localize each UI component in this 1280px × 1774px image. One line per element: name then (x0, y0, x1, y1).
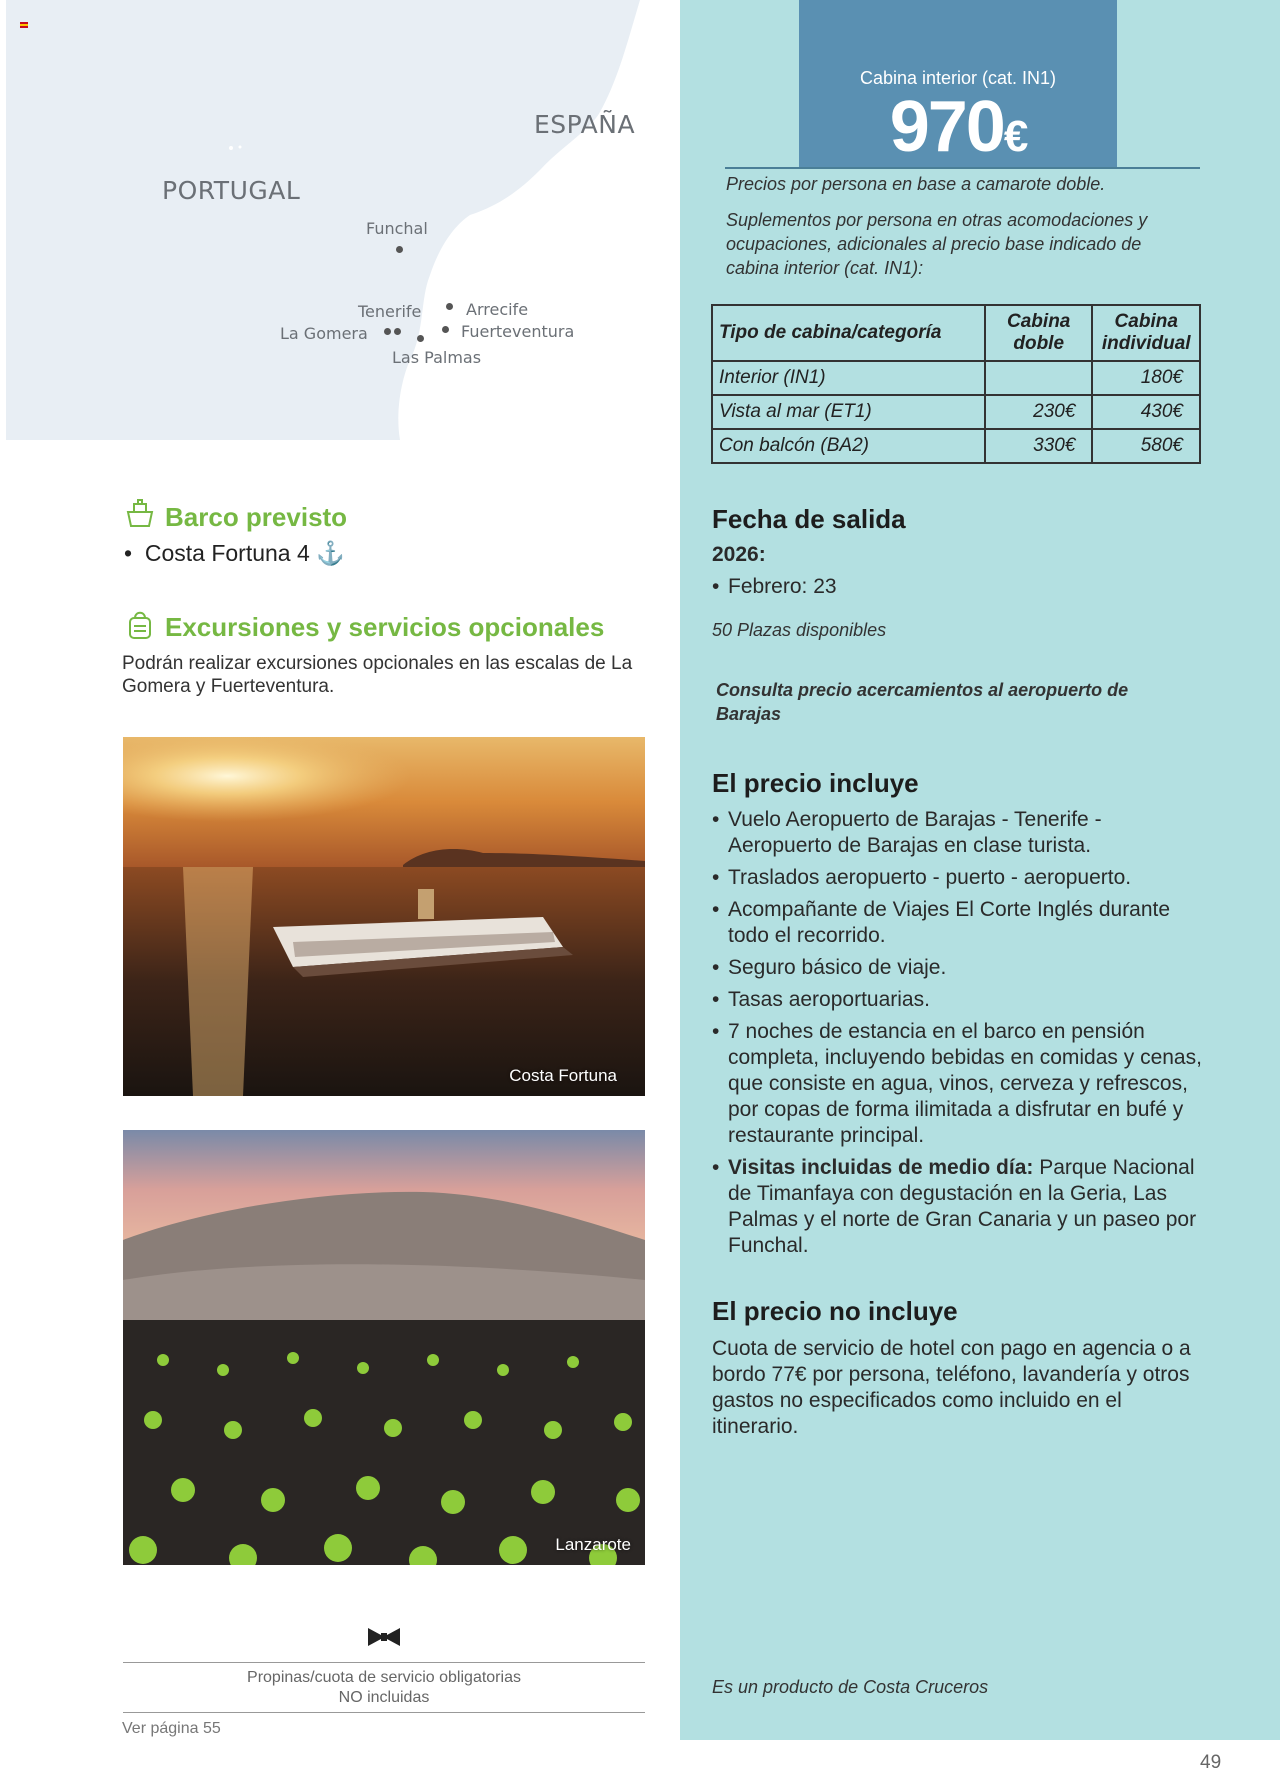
map-label-funchal: Funchal (366, 219, 428, 238)
photo-caption: Lanzarote (555, 1535, 631, 1554)
price-value (799, 86, 1117, 168)
route-map (0, 0, 680, 440)
ship-name: Costa Fortuna 4 (144, 540, 310, 566)
map-dot-arrecife (446, 303, 453, 310)
list-item: • Traslados aeropuerto - puerto - aeropuerto. (712, 865, 1202, 891)
photo-caption: Costa Fortuna (509, 1066, 617, 1085)
page-number: 49 (1200, 1752, 1222, 1773)
product-note: Es un producto de Costa Cruceros (712, 1677, 989, 1697)
map-label-portugal: PORTUGAL (162, 176, 301, 205)
map-dot-las-palmas (417, 335, 424, 342)
table-row (712, 429, 1200, 463)
visits-text: Parque Nacional de Timanfaya con degustación en la Geria, Las Palmas y el norte de Gran Canaria y un paseo por Funchal. (728, 1156, 1197, 1257)
price-amount: 970 (889, 87, 1004, 167)
table-cell: 330€ (985, 429, 1093, 463)
table-row (712, 361, 1200, 395)
map-dot-funchal (396, 246, 403, 253)
tips-note (123, 1668, 645, 1708)
excludes-text: Cuota de servicio de hotel con pago en agencia o a bordo 77€ por persona, teléfono, lavandería y otros gastos no especificados como incluido en el itinerario. (712, 1337, 1191, 1438)
table-cell: 180€ (1092, 361, 1200, 395)
ship-photo (123, 737, 645, 1096)
map-label-spain: ESPAÑA (534, 110, 636, 139)
price-label: Cabina interior (cat. IN1) (859, 68, 1057, 88)
list-item: • Tasas aeroportuarias. (712, 987, 1202, 1013)
table-header-row (712, 305, 1200, 361)
bullet: • (124, 540, 133, 566)
list-item: • Acompañante de Viajes El Corte Inglés durante todo el recorrido. (712, 897, 1202, 949)
supplements-note: Suplementos por persona en otras acomodaciones y ocupaciones, adicionales al precio base indicado de cabina interior (cat. IN1): (726, 210, 1148, 278)
price-divider (725, 167, 1200, 169)
table-cell: 430€ (1092, 395, 1200, 429)
bow-tie-icon (366, 1626, 402, 1648)
excursions-title: Excursiones y servicios opcionales (165, 612, 605, 642)
table-header: Cabina doble (985, 305, 1093, 361)
includes-title: El precio incluye (712, 768, 919, 798)
per-person-note: Precios por persona en base a camarote doble. (726, 174, 1106, 194)
visits-label: Visitas incluidas de medio día: (728, 1156, 1034, 1179)
divider (123, 1662, 645, 1663)
includes-list (712, 807, 1202, 1265)
map-land-shapes (0, 0, 680, 440)
anchor-icon: ⚓ (316, 540, 345, 566)
excludes-title: El precio no incluye (712, 1296, 958, 1326)
map-label-las-palmas: Las Palmas (392, 348, 482, 367)
table-header: Tipo de cabina/categoría (712, 305, 985, 361)
tips-line-1: Propinas/cuota de servicio obligatorias (247, 1669, 521, 1686)
map-flag-icon (20, 22, 28, 28)
table-cell: 580€ (1092, 429, 1200, 463)
ship-line (124, 540, 345, 567)
departure-title: Fecha de salida (712, 504, 906, 534)
supplements-table (711, 304, 1201, 464)
table-cell: Con balcón (BA2) (712, 429, 985, 463)
list-item: • Seguro básico de viaje. (712, 955, 1202, 981)
table-cell: 230€ (985, 395, 1093, 429)
price-box (799, 0, 1117, 168)
list-item: • Vuelo Aeropuerto de Barajas - Tenerife - Aeropuerto de Barajas en clase turista. (712, 807, 1202, 859)
excursion-icon (124, 608, 156, 642)
map-dot-tenerife (394, 328, 401, 335)
ship-icon (124, 498, 156, 530)
divider (123, 1712, 645, 1713)
map-label-fuerteventura: Fuerteventura (461, 322, 575, 341)
lanzarote-photo (123, 1130, 645, 1565)
map-label-la-gomera: La Gomera (280, 324, 368, 343)
map-dot-la-gomera (384, 328, 391, 335)
list-item: • 7 noches de estancia en el barco en pensión completa, incluyendo bebidas en comidas y cenas, que consiste en agua, vinos, cerveza y refrescos, por copas de forma ilimitada a disfrutar en bufé y restaurante principal. (712, 1019, 1202, 1149)
table-cell: Interior (IN1) (712, 361, 985, 395)
ship-title: Barco previsto (165, 502, 348, 532)
table-row (712, 395, 1200, 429)
list-item (712, 1155, 1202, 1259)
excursions-text: Podrán realizar excursiones opcionales en las escalas de La Gomera y Fuerteventura. (122, 653, 633, 697)
tips-line-2: NO incluidas (338, 1689, 430, 1706)
see-page-link[interactable]: Ver página 55 (122, 1720, 221, 1737)
table-cell (985, 361, 1093, 395)
availability: 50 Plazas disponibles (712, 620, 887, 640)
airport-note: Consulta precio acercamientos al aeropuerto de Barajas (716, 680, 1129, 724)
map-label-tenerife: Tenerife (358, 302, 422, 321)
map-label-arrecife: Arrecife (466, 300, 529, 319)
table-header: Cabina individual (1092, 305, 1200, 361)
departure-dates (712, 574, 1182, 606)
price-currency: € (1003, 112, 1027, 161)
map-dot-fuerteventura (442, 326, 449, 333)
list-item: • Febrero: 23 (712, 574, 1182, 600)
table-cell: Vista al mar (ET1) (712, 395, 985, 429)
departure-year: 2026: (712, 543, 766, 566)
